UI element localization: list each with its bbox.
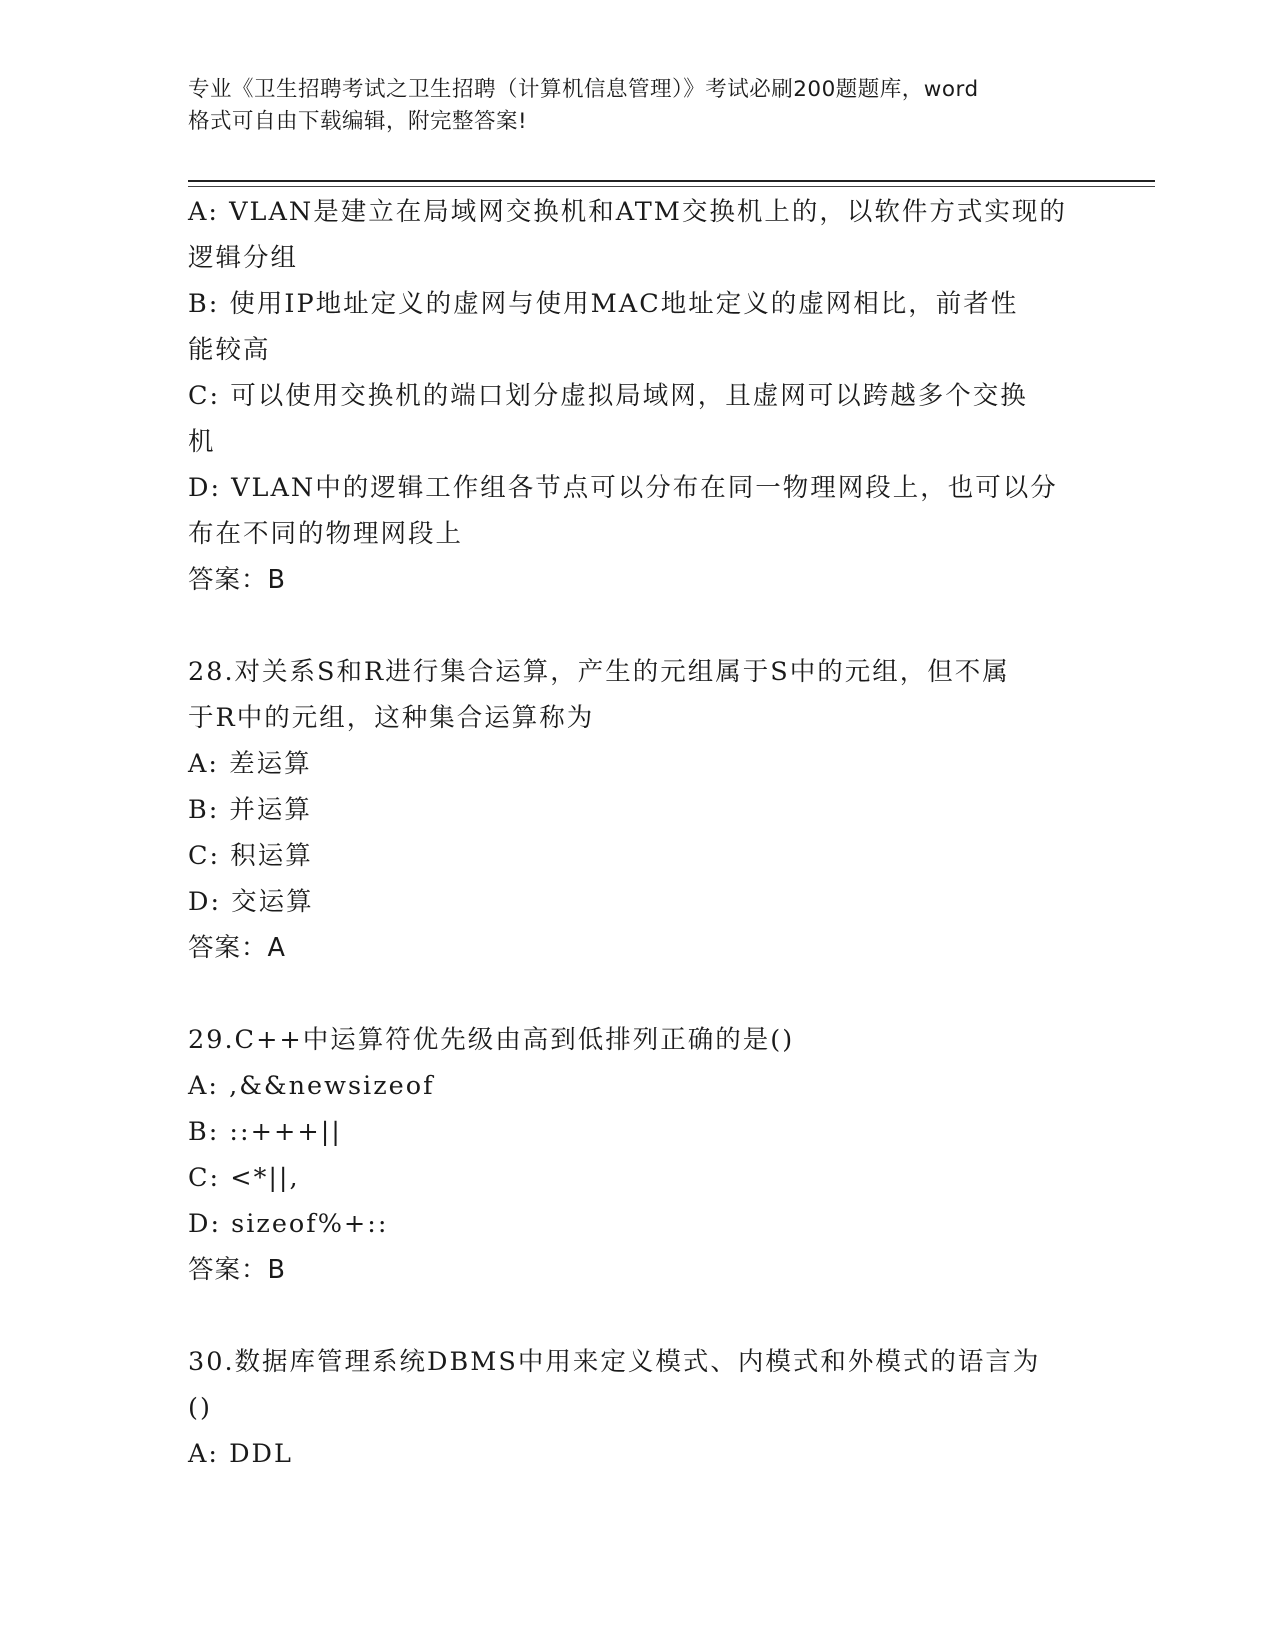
question-29 — [188, 1017, 1088, 1293]
option-c-line-1: C: 可以使用交换机的端口划分虚拟局域网，且虚网可以跨越多个交换 — [188, 381, 1028, 411]
option-d: D: sizeof%+:: — [188, 1209, 389, 1239]
question-28-stem-line-2: 于R中的元组，这种集合运算称为 — [188, 703, 595, 733]
option-b: B: 并运算 — [188, 795, 312, 825]
option-a-line-1: A: VLAN是建立在局域网交换机和ATM交换机上的，以软件方式实现的 — [188, 197, 1067, 227]
question-29-stem: 29.C++中运算符优先级由高到低排列正确的是() — [188, 1025, 795, 1055]
option-d-line-2: 布在不同的物理网段上 — [188, 519, 464, 549]
option-d-line-1: D: VLAN中的逻辑工作组各节点可以分布在同一物理网段上，也可以分 — [188, 473, 1058, 503]
header-line-1: 专业《卫生招聘考试之卫生招聘（计算机信息管理）》考试必刷200题题库，word — [188, 77, 979, 102]
question-30-stem-line-1: 30.数据库管理系统DBMS中用来定义模式、内模式和外模式的语言为 — [188, 1347, 1041, 1377]
option-b-line-1: B: 使用IP地址定义的虚网与使用MAC地址定义的虚网相比，前者性 — [188, 289, 1019, 319]
question-30 — [188, 1339, 1088, 1477]
option-d: D: 交运算 — [188, 887, 314, 917]
option-b: B: ::+++|| — [188, 1117, 342, 1147]
answer-29: 答案：B — [188, 1255, 286, 1285]
question-28 — [188, 649, 1088, 971]
option-a: A: ,&&newsizeof — [188, 1071, 435, 1101]
option-c-line-2: 机 — [188, 427, 216, 457]
option-c: C: <*||, — [188, 1163, 300, 1193]
question-28-stem-line-1: 28.对关系S和R进行集合运算，产生的元组属于S中的元组，但不属 — [188, 657, 1010, 687]
header-line-2: 格式可自由下载编辑，附完整答案! — [188, 109, 528, 134]
header-divider-thin — [188, 186, 1155, 187]
option-a: A: DDL — [188, 1439, 293, 1469]
option-a-line-2: 逻辑分组 — [188, 243, 299, 273]
option-b-line-2: 能较高 — [188, 335, 271, 365]
document-header — [188, 74, 1088, 138]
spacer — [188, 603, 1088, 649]
option-c: C: 积运算 — [188, 841, 313, 871]
answer-28: 答案：A — [188, 933, 286, 963]
spacer — [188, 971, 1088, 1017]
document-body — [188, 189, 1088, 1477]
spacer — [188, 1293, 1088, 1339]
question-30-stem-line-2: () — [188, 1393, 212, 1423]
header-divider-thick — [188, 180, 1155, 182]
option-a: A: 差运算 — [188, 749, 312, 779]
answer-27: 答案：B — [188, 565, 286, 595]
question-27-options — [188, 189, 1088, 603]
